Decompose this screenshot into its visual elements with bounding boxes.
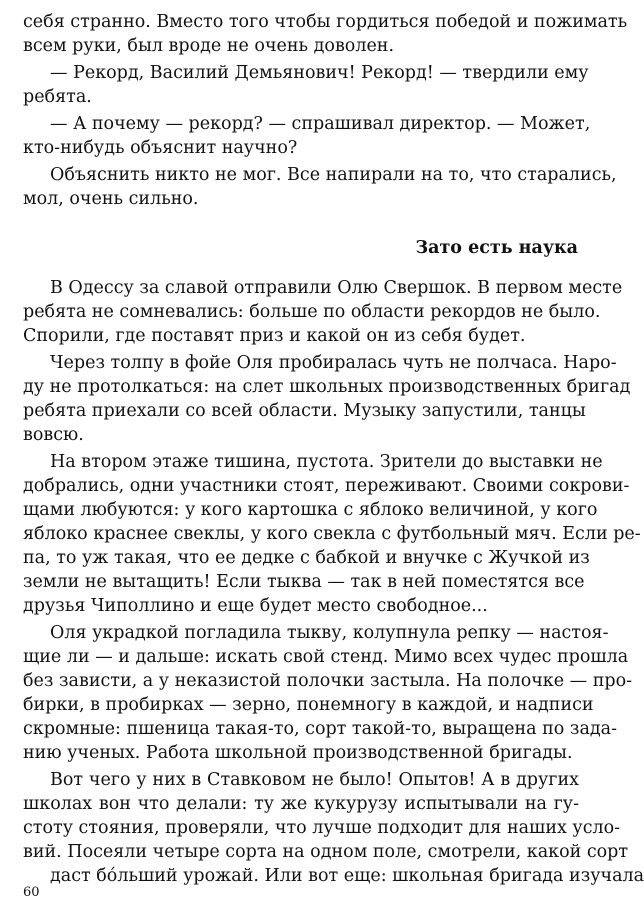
text-line: даст бóльший урожай. Или вот еще: школьная бригада изучала — [50, 866, 644, 886]
page-number: 60 — [23, 885, 40, 900]
text-line: Вот чего у них в Ставковом не было! Опытов! А в других — [50, 770, 579, 790]
text-line: школах вон что делали: ту же кукурузу испытывали на гу- — [23, 794, 579, 814]
text-line: щие ли — и дальше: искать свой стенд. Мимо всех чудес прошла — [23, 647, 629, 667]
text-line: всем руки, был вроде не очень доволен. — [23, 36, 395, 56]
section-heading: Зато есть наука — [415, 238, 578, 258]
text-line: добрались, одни участники стоят, переживают. Своими сокрови- — [23, 476, 630, 496]
text-line: ребята приехали со всей области. Музыку запустили, танцы — [23, 401, 586, 421]
text-line: бирки, в пробирках — зерно, понемногу в каждой, и надписи — [23, 695, 594, 715]
text-line: Через толпу в фойе Оля пробиралась чуть не полчаса. Наро- — [50, 353, 617, 373]
text-line: вий. Посеяли четыре сорта на одном поле, смотрели, какой сорт — [23, 842, 629, 862]
text-line: земли не вытащить! Если тыква — так в ней поместятся все — [23, 572, 585, 592]
text-line: Оля украдкой погладила тыкву, колупнула репку — настоя- — [50, 623, 609, 643]
text-line: — А почему — рекорд? — спрашивал директор. — Может, — [50, 114, 591, 134]
text-line: ду не протолкаться: на слет школьных производственных бригад — [23, 377, 631, 397]
text-line: — Рекорд, Василий Демьянович! Рекорд! — твердили ему — [50, 63, 589, 83]
text-line: друзья Чиполлино и еще будет место свободное... — [23, 596, 488, 616]
text-line: щами любуются: у кого картошка с яблоко величиной, у кого — [23, 500, 598, 520]
text-line: ребята не сомневались: больше по области рекордов не было. — [23, 302, 601, 322]
text-line: без зависти, а у неказистой полочки застыла. На полочке — про- — [23, 671, 633, 691]
text-line: скромные: пшеница такая-то, сорт такой-то, выращена по зада- — [23, 719, 618, 739]
text-line: Объяснить никто не мог. Все напирали на то, что старались, — [50, 165, 617, 185]
text-line: ребята. — [23, 87, 92, 107]
text-line: На втором этаже тишина, пустота. Зрители до выставки не — [50, 452, 603, 472]
text-line: стоту стояния, проверяли, что лучше подходит для наших усло- — [23, 818, 621, 838]
text-line: себя странно. Вместо того чтобы гордиться победой и пожимать — [23, 12, 628, 32]
text-line: вовсю. — [23, 425, 84, 445]
text-line: кто-нибудь объяснит научно? — [23, 138, 298, 158]
text-line: па, то уж такая, что ее дедке с бабкой и внучке с Жучкой из — [23, 548, 590, 568]
text-line: В Одессу за славой отправили Олю Свершок. В первом месте — [50, 278, 623, 298]
text-line: нию ученых. Работа школьной производственной бригады. — [23, 743, 573, 763]
text-line: мол, очень сильно. — [23, 189, 199, 209]
text-line: яблоко краснее свеклы, у кого свекла с футбольный мяч. Если ре- — [23, 524, 641, 544]
text-line: Спорили, где поставят приз и какой он из себя будет. — [23, 326, 526, 346]
